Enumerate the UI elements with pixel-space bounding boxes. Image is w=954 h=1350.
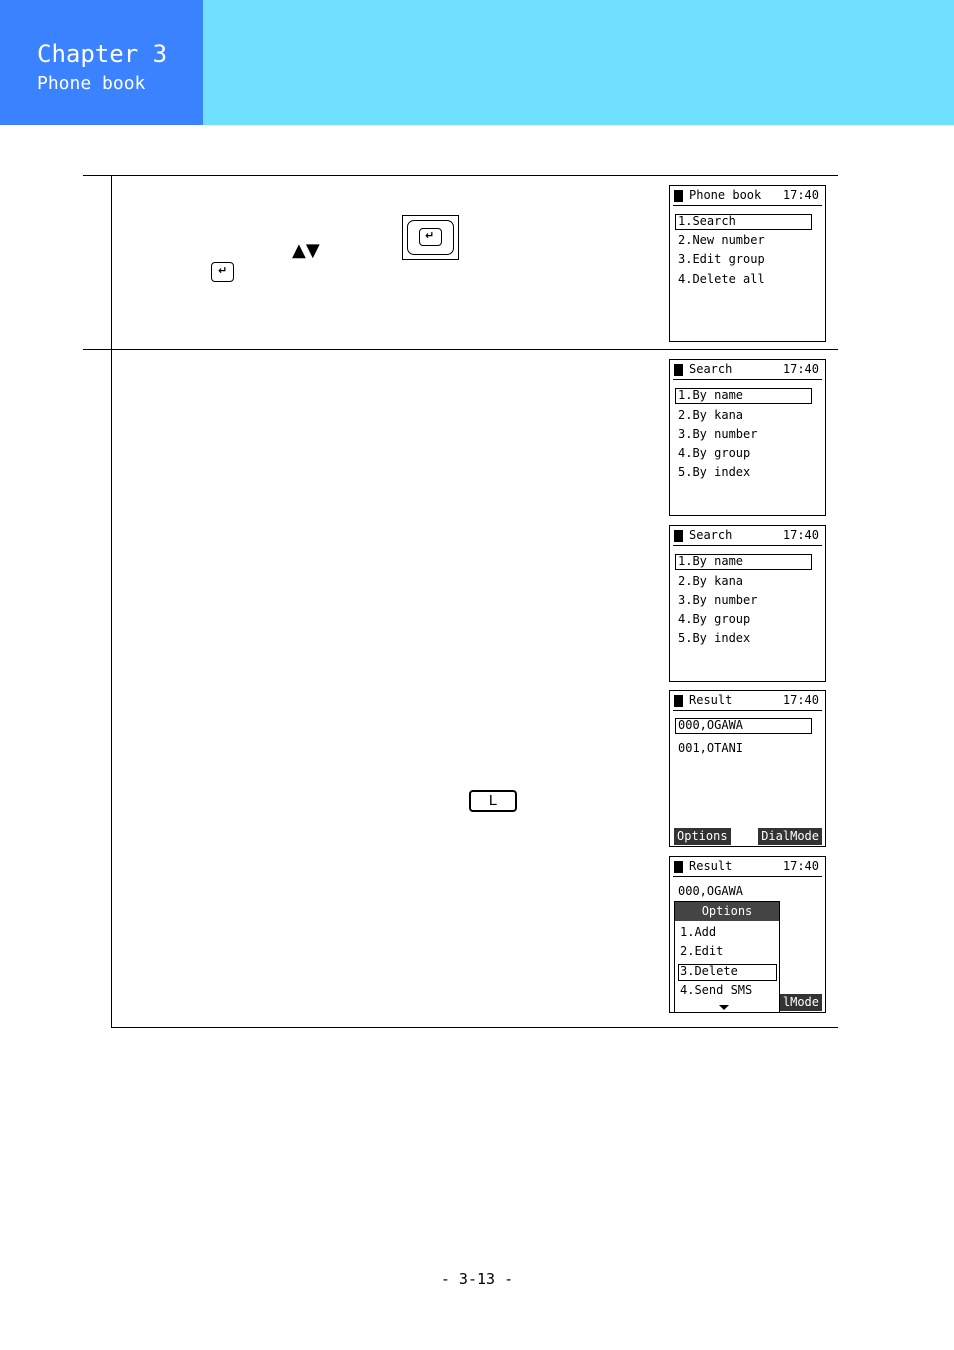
enter-icon: ↵ — [218, 264, 228, 277]
up-down-arrows-icon: ▲▼ — [292, 240, 320, 261]
phone-screen-result-options — [669, 856, 826, 1013]
menu-item[interactable]: 2.By kana — [678, 574, 744, 588]
l-key-icon: L — [469, 790, 517, 812]
popup-title: Options — [675, 902, 779, 921]
chapter-section: Phone book — [37, 73, 146, 94]
softkey-dialmode[interactable]: lMode — [780, 994, 822, 1011]
softkey-options[interactable]: Options — [674, 828, 731, 845]
table-row-divider — [83, 349, 838, 350]
popup-item[interactable]: 3.Delete — [680, 964, 738, 978]
enter-icon: ↵ — [425, 229, 435, 242]
menu-item[interactable]: 4.By group — [678, 612, 751, 626]
menu-item[interactable]: 3.Edit group — [678, 252, 765, 266]
screen-time: 17:40 — [782, 528, 819, 542]
screen-time: 17:40 — [782, 693, 819, 707]
screen-time: 17:40 — [782, 188, 819, 202]
table-column-rule — [111, 175, 112, 1028]
popup-item[interactable]: 2.Edit — [680, 944, 724, 958]
chapter-box — [0, 0, 203, 125]
phone-screen-result-list — [669, 690, 826, 847]
menu-item[interactable]: 2.New number — [678, 233, 765, 247]
screen-title: Result — [689, 859, 733, 873]
center-key-icon — [402, 215, 459, 260]
result-item[interactable]: 001,OTANI — [678, 741, 744, 755]
phone-screen-search-menu — [669, 525, 826, 682]
menu-item[interactable]: 5.By index — [678, 465, 751, 479]
result-item[interactable]: 000,OGAWA — [678, 884, 744, 898]
options-popup — [674, 901, 780, 1013]
page-number: - 3-13 - — [440, 1270, 514, 1288]
result-item[interactable]: 000,OGAWA — [678, 718, 744, 732]
scroll-down-icon — [719, 1005, 729, 1010]
screen-title: Phone book — [689, 188, 762, 202]
table-bottom-rule — [111, 1027, 838, 1028]
menu-item[interactable]: 5.By index — [678, 631, 751, 645]
phone-screen-search-menu — [669, 359, 826, 516]
menu-item[interactable]: 4.Delete all — [678, 272, 765, 286]
menu-item[interactable]: 1.By name — [678, 554, 744, 568]
menu-item[interactable]: 4.By group — [678, 446, 751, 460]
screen-title: Search — [689, 528, 733, 542]
table-top-rule — [83, 175, 838, 176]
menu-item[interactable]: 1.Search — [678, 214, 736, 228]
phone-screen-phonebook-menu — [669, 185, 826, 342]
screen-title: Result — [689, 693, 733, 707]
screen-title: Search — [689, 362, 733, 376]
menu-item[interactable]: 3.By number — [678, 593, 758, 607]
screen-time: 17:40 — [782, 859, 819, 873]
menu-item[interactable]: 1.By name — [678, 388, 744, 402]
enter-key-icon — [211, 262, 234, 282]
chapter-title: Chapter 3 — [37, 40, 168, 68]
popup-item[interactable]: 1.Add — [680, 925, 717, 939]
popup-item[interactable]: 4.Send SMS — [680, 983, 753, 997]
menu-item[interactable]: 2.By kana — [678, 408, 744, 422]
softkey-dialmode[interactable]: DialMode — [758, 828, 822, 845]
menu-item[interactable]: 3.By number — [678, 427, 758, 441]
screen-time: 17:40 — [782, 362, 819, 376]
